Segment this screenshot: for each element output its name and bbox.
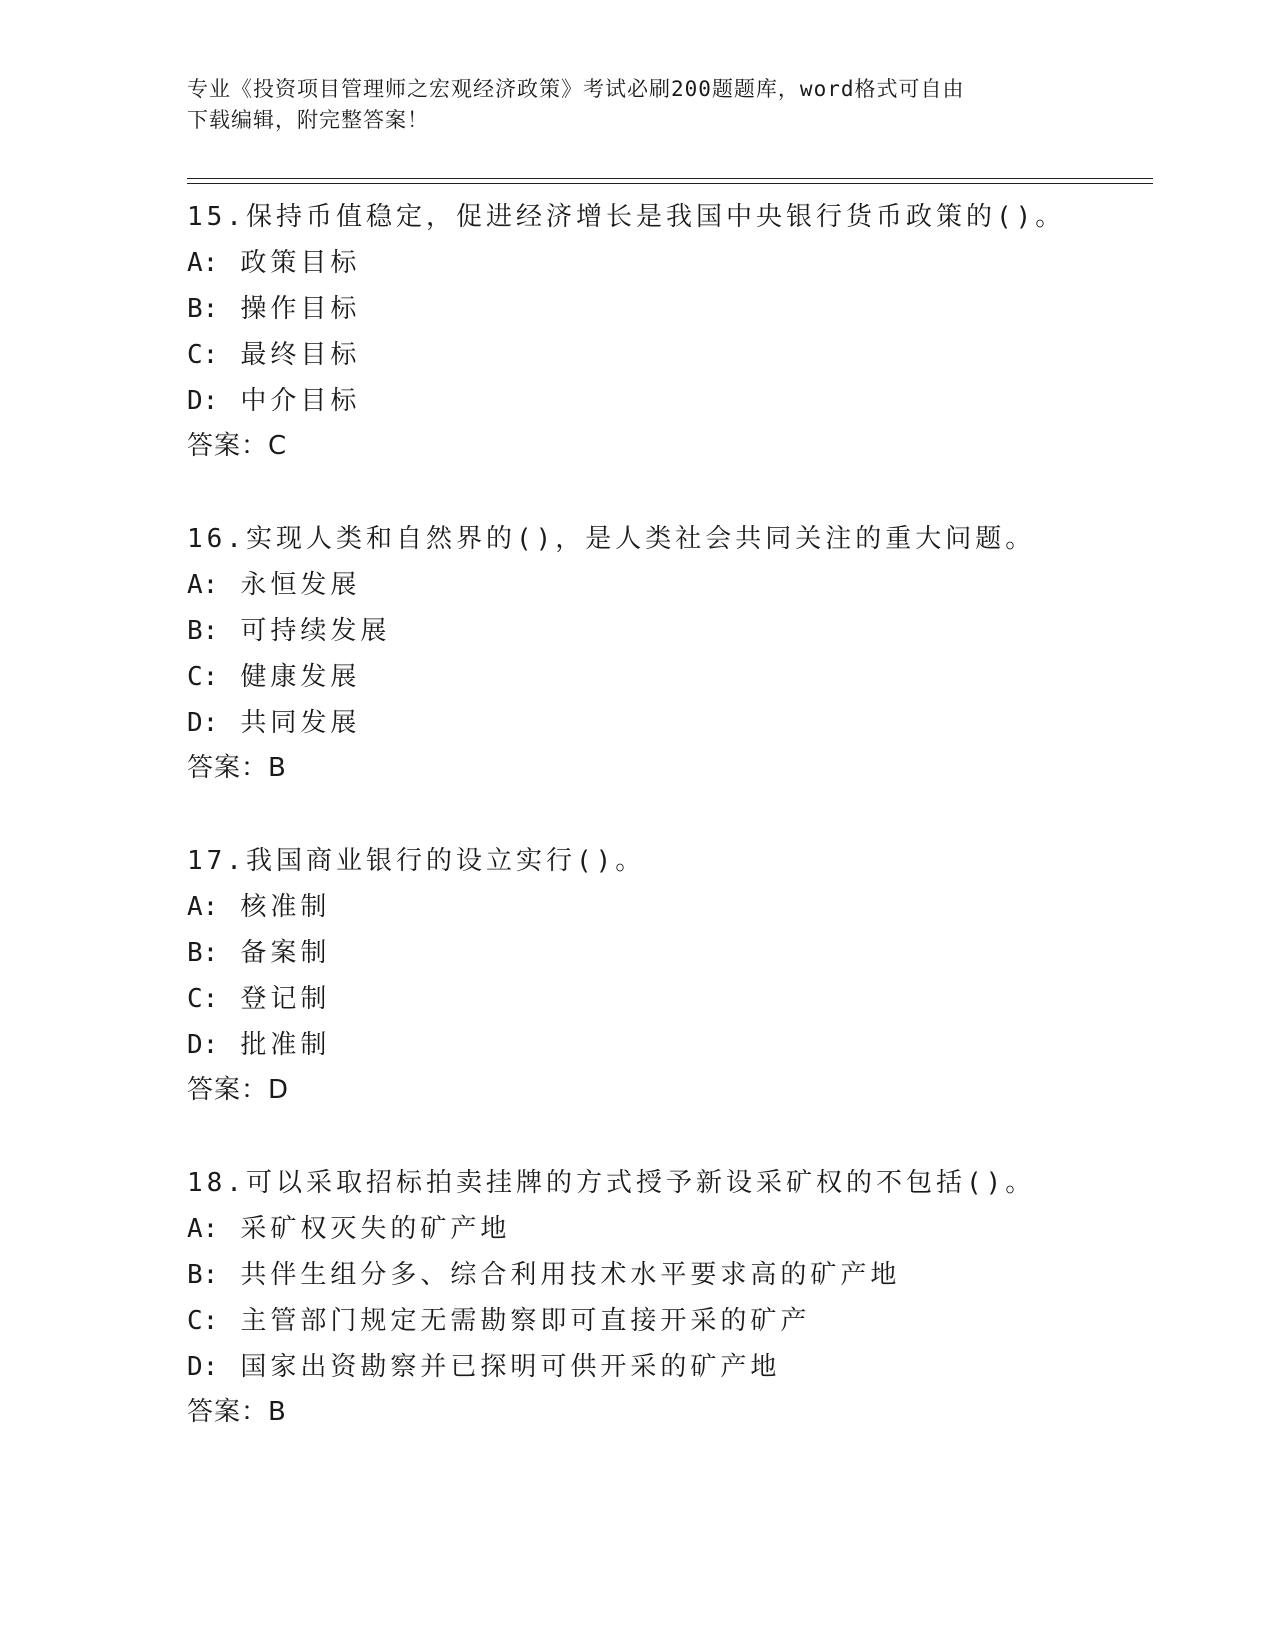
option-c xyxy=(187,1298,1167,1344)
option-key: B: xyxy=(187,294,219,324)
option-key: D: xyxy=(187,1352,219,1382)
option-a xyxy=(187,1206,1167,1252)
answer-line: 答案：B xyxy=(187,1397,287,1427)
option-text: 批准制 xyxy=(240,1030,331,1060)
option-key: C: xyxy=(187,340,219,370)
option-text: 登记制 xyxy=(240,984,331,1014)
question-stem: 17.我国商业银行的设立实行()。 xyxy=(187,846,646,876)
option-text: 最终目标 xyxy=(240,340,361,370)
option-b xyxy=(187,930,1167,976)
option-b xyxy=(187,286,1167,332)
question-18 xyxy=(187,1160,1167,1434)
option-b xyxy=(187,608,1167,654)
option-text: 共伴生组分多、综合利用技术水平要求高的矿产地 xyxy=(240,1260,901,1290)
header-line-1: 专业《投资项目管理师之宏观经济政策》考试必刷200题题库，word格式可自由 xyxy=(187,77,965,101)
answer-line: 答案：B xyxy=(187,753,287,783)
option-key: D: xyxy=(187,1030,219,1060)
option-key: A: xyxy=(187,1214,219,1244)
option-a xyxy=(187,884,1167,930)
option-key: D: xyxy=(187,708,219,738)
option-text: 核准制 xyxy=(240,892,331,922)
option-c xyxy=(187,976,1167,1022)
option-key: C: xyxy=(187,1306,219,1336)
option-c xyxy=(187,654,1167,700)
option-key: B: xyxy=(187,1260,219,1290)
question-stem: 15.保持币值稳定，促进经济增长是我国中央银行货币政策的()。 xyxy=(187,202,1066,232)
option-key: B: xyxy=(187,938,219,968)
option-key: C: xyxy=(187,662,219,692)
option-key: A: xyxy=(187,892,219,922)
option-key: A: xyxy=(187,570,219,600)
question-16 xyxy=(187,516,1167,790)
answer-line: 答案：C xyxy=(187,431,288,461)
option-text: 中介目标 xyxy=(240,386,361,416)
option-b xyxy=(187,1252,1167,1298)
option-d xyxy=(187,700,1167,746)
header-divider-top xyxy=(187,178,1153,179)
option-text: 健康发展 xyxy=(240,662,361,692)
option-text: 政策目标 xyxy=(240,248,361,278)
question-stem: 18.可以采取招标拍卖挂牌的方式授予新设采矿权的不包括()。 xyxy=(187,1168,1036,1198)
option-text: 采矿权灭失的矿产地 xyxy=(240,1214,511,1244)
option-text: 国家出资勘察并已探明可供开采的矿产地 xyxy=(240,1352,781,1382)
answer-line: 答案：D xyxy=(187,1075,290,1105)
question-15 xyxy=(187,194,1167,468)
question-list xyxy=(187,194,1167,1434)
option-a xyxy=(187,240,1167,286)
document-header xyxy=(187,74,1067,136)
option-text: 备案制 xyxy=(240,938,331,968)
option-d xyxy=(187,1344,1167,1390)
question-stem: 16.实现人类和自然界的()，是人类社会共同关注的重大问题。 xyxy=(187,524,1036,554)
option-key: B: xyxy=(187,616,219,646)
option-d xyxy=(187,1022,1167,1068)
option-key: A: xyxy=(187,248,219,278)
option-a xyxy=(187,562,1167,608)
option-text: 永恒发展 xyxy=(240,570,361,600)
option-key: C: xyxy=(187,984,219,1014)
question-17 xyxy=(187,838,1167,1112)
option-text: 主管部门规定无需勘察即可直接开采的矿产 xyxy=(240,1306,811,1336)
option-d xyxy=(187,378,1167,424)
header-divider-bottom xyxy=(187,183,1153,184)
option-text: 操作目标 xyxy=(240,294,361,324)
option-text: 可持续发展 xyxy=(240,616,391,646)
header-line-2: 下载编辑，附完整答案！ xyxy=(187,108,429,132)
option-text: 共同发展 xyxy=(240,708,361,738)
option-key: D: xyxy=(187,386,219,416)
option-c xyxy=(187,332,1167,378)
